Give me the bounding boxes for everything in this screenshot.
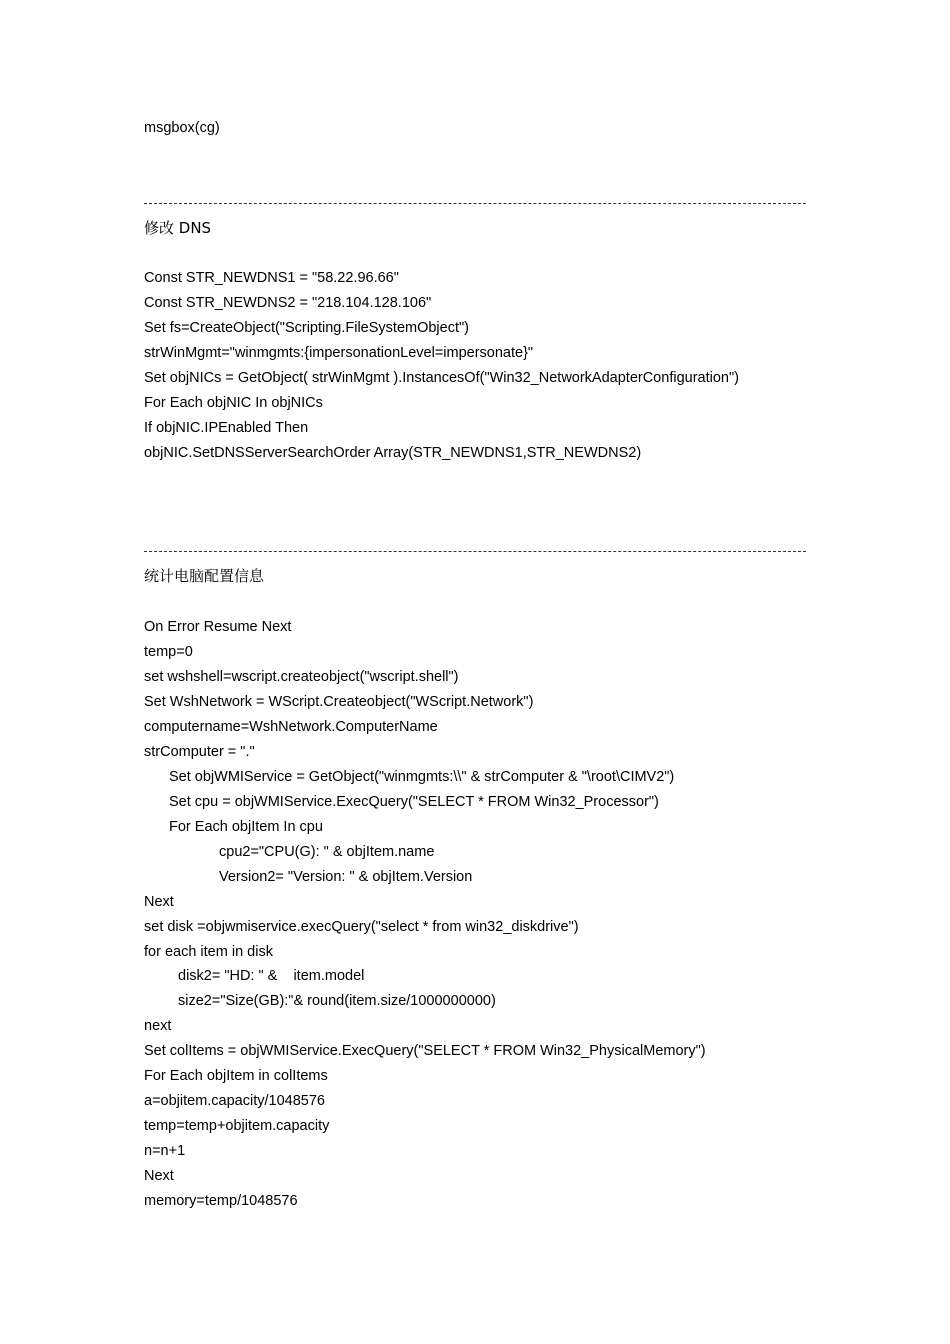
code-line: Next xyxy=(144,894,174,910)
code-line: Const STR_NEWDNS2 = "218.104.128.106" xyxy=(144,295,432,311)
code-line: next xyxy=(144,1018,172,1034)
code-line: objNIC.SetDNSServerSearchOrder Array(STR_NEWDNS1,STR_NEWDNS2) xyxy=(144,445,642,461)
code-line: Set objWMIService = GetObject("winmgmts:\\" & strComputer & "\root\CIMV2") xyxy=(169,769,675,785)
code-line: memory=temp/1048576 xyxy=(144,1193,298,1209)
code-line: Const STR_NEWDNS1 = "58.22.96.66" xyxy=(144,270,399,286)
code-line: temp=0 xyxy=(144,644,193,660)
code-line: Next xyxy=(144,1168,174,1184)
code-line: Set objNICs = GetObject( strWinMgmt ).InstancesOf("Win32_NetworkAdapterConfiguration") xyxy=(144,370,739,386)
code-line: cpu2="CPU(G): " & objItem.name xyxy=(219,844,435,860)
code-line: strComputer = "." xyxy=(144,744,255,760)
code-line: Set cpu = objWMIService.ExecQuery("SELECT * FROM Win32_Processor") xyxy=(169,794,659,810)
code-line: For Each objNIC In objNICs xyxy=(144,395,323,411)
code-line: For Each objItem in colItems xyxy=(144,1068,328,1084)
code-line: For Each objItem In cpu xyxy=(169,819,323,835)
code-line: set wshshell=wscript.createobject("wscript.shell") xyxy=(144,669,459,685)
code-line: strWinMgmt="winmgmts:{impersonationLevel=impersonate}" xyxy=(144,345,534,361)
code-line: Set colItems = objWMIService.ExecQuery("SELECT * FROM Win32_PhysicalMemory") xyxy=(144,1043,706,1059)
code-line: On Error Resume Next xyxy=(144,619,292,635)
code-line: Version2= "Version: " & objItem.Version xyxy=(219,869,473,885)
code-line: size2="Size(GB):"& round(item.size/1000000000) xyxy=(178,993,496,1009)
code-line: disk2= "HD: " & item.model xyxy=(178,968,365,984)
section-title-info: 统计电脑配置信息 xyxy=(144,567,265,585)
section-divider xyxy=(144,551,806,552)
code-line: msgbox(cg) xyxy=(144,120,220,136)
code-line: set disk =objwmiservice.execQuery("select * from win32_diskdrive") xyxy=(144,919,579,935)
code-line: temp=temp+objitem.capacity xyxy=(144,1118,330,1134)
code-line: computername=WshNetwork.ComputerName xyxy=(144,719,438,735)
code-line: Set fs=CreateObject("Scripting.FileSystemObject") xyxy=(144,320,469,336)
section-title-dns: 修改 DNS xyxy=(144,219,212,237)
code-line: a=objitem.capacity/1048576 xyxy=(144,1093,325,1109)
code-line: n=n+1 xyxy=(144,1143,186,1159)
code-line: Set WshNetwork = WScript.Createobject("WScript.Network") xyxy=(144,694,534,710)
code-line: for each item in disk xyxy=(144,944,273,960)
section-divider xyxy=(144,203,806,204)
code-line: If objNIC.IPEnabled Then xyxy=(144,420,309,436)
